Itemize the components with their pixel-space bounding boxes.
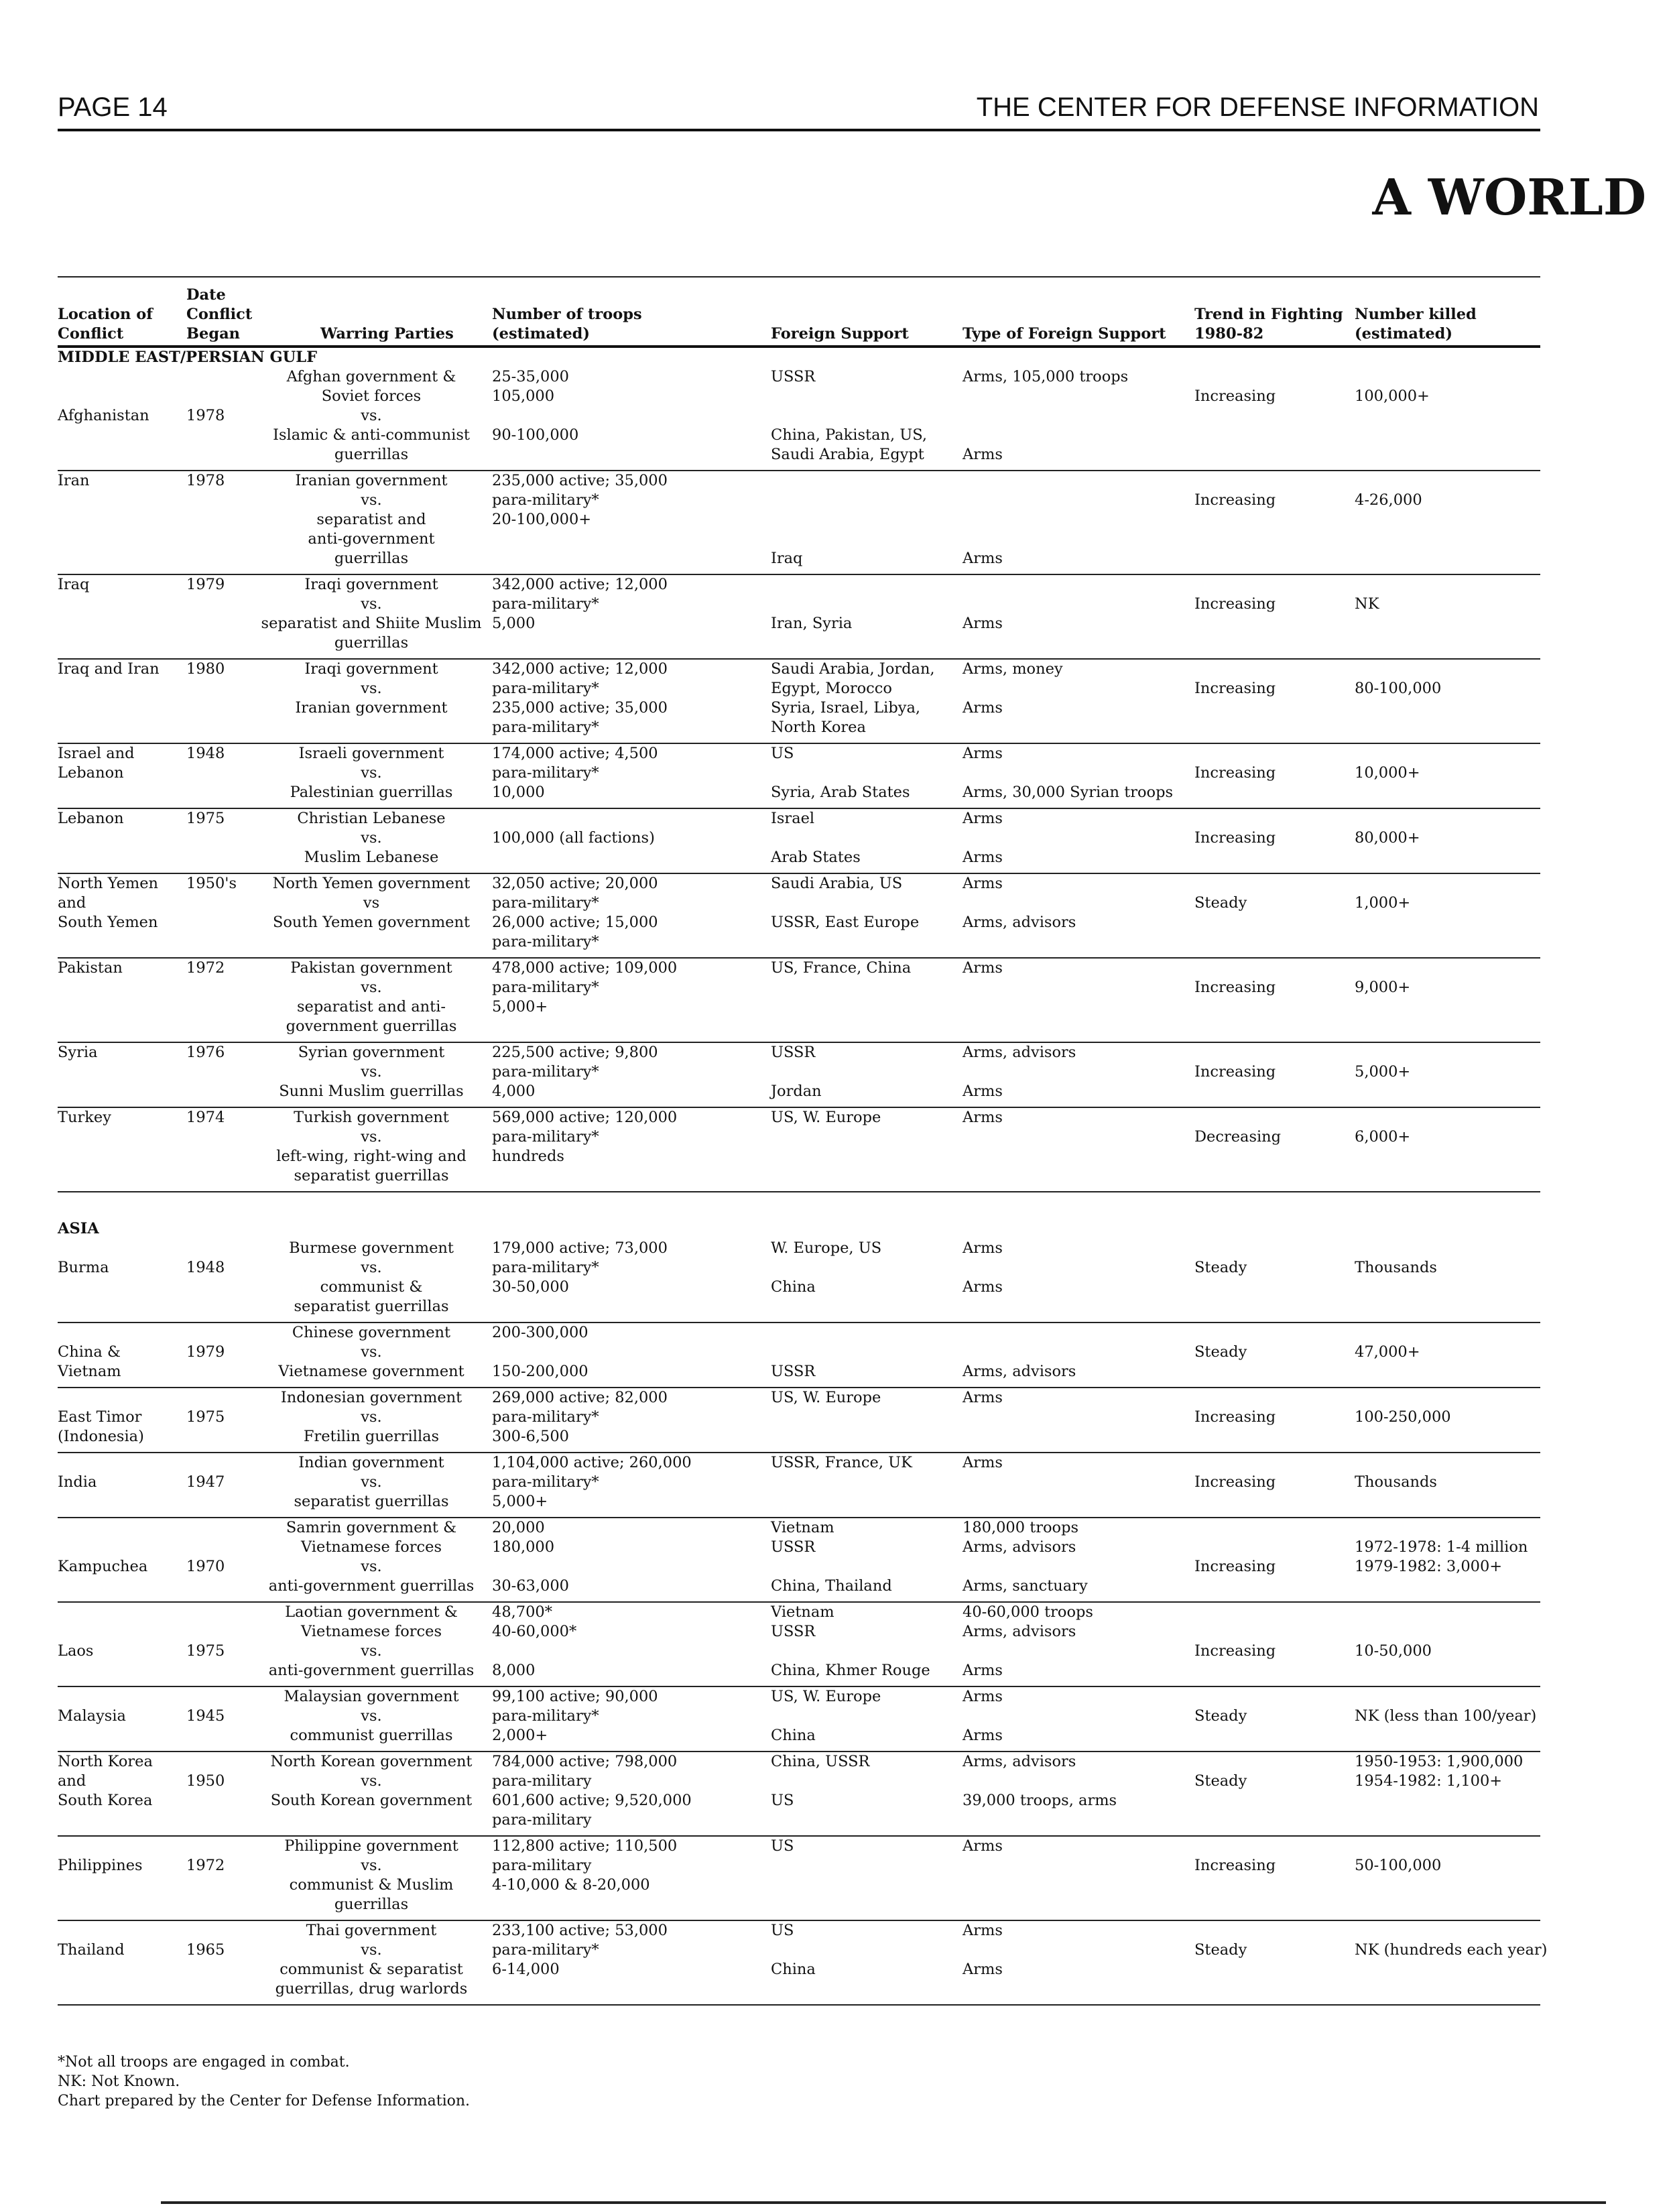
table-row (58, 809, 1540, 874)
troops-cell: 20,000 180,000 30-63,000 (492, 1519, 569, 1595)
date-cell: 1975 (186, 810, 225, 827)
location-cell: India (58, 1473, 97, 1491)
killed-cell: NK (hundreds each year) (1355, 1941, 1548, 1959)
parties-cell: Afghan government & Soviet forces vs. Islamic & anti-communist guerrillas (273, 368, 470, 463)
header-rule (58, 129, 1540, 131)
trend-cell: Steady (1194, 1343, 1247, 1361)
troops-cell: 784,000 active; 798,000 para-military 601,600 active; 9,520,000 para-military (492, 1753, 692, 1829)
footnote-nk: NK: Not Known. (58, 2073, 180, 2090)
foreign-support-cell: W. Europe, US China (771, 1239, 882, 1296)
table-row (58, 471, 1540, 575)
support-type-cell: Arms, advisors (963, 1363, 1076, 1380)
date-cell: 1972 (186, 1857, 225, 1874)
support-type-cell: Arms, 105,000 troops Arms (963, 368, 1129, 463)
foreign-support-cell: Saudi Arabia, US USSR, East Europe (771, 875, 920, 931)
footnote-asterisk: *Not all troops are engaged in combat. (58, 2054, 350, 2071)
table-row (58, 1518, 1540, 1603)
killed-cell: Thousands (1355, 1259, 1437, 1276)
table-header (58, 278, 1540, 348)
parties-cell: North Korean government vs. South Korean government (270, 1753, 473, 1809)
troops-cell: 99,100 active; 90,000 para-military* 2,000+ (492, 1688, 658, 1744)
date-cell: 1950's (186, 875, 237, 892)
killed-cell: 100-250,000 (1355, 1408, 1451, 1426)
foreign-support-cell: USSR (771, 1363, 816, 1380)
foreign-support-cell: Saudi Arabia, Jordan, Egypt, Morocco Syria, Israel, Libya, North Korea (771, 660, 935, 736)
troops-cell: 235,000 active; 35,000 para-military* 20-100,000+ (492, 472, 668, 528)
trend-cell: Increasing (1194, 680, 1276, 697)
col-parties: Warring Parties (320, 325, 454, 343)
support-type-cell: Arms (963, 1837, 1003, 1855)
killed-cell: NK (less than 100/year) (1355, 1707, 1537, 1725)
parties-cell: Burmese government vs. communist & separatist guerrillas (289, 1239, 454, 1315)
parties-cell: Indonesian government vs. Fretilin guerrillas (280, 1389, 462, 1445)
killed-cell: 9,000+ (1355, 979, 1411, 996)
troops-cell: 100,000 (all factions) (492, 829, 655, 847)
date-cell: 1975 (186, 1642, 225, 1660)
foreign-support-cell: US, W. Europe (771, 1389, 881, 1406)
table-row (58, 1687, 1540, 1752)
killed-cell: 10-50,000 (1355, 1642, 1432, 1660)
section-title: ASIA (58, 1220, 99, 1237)
support-type-cell: Arms (963, 1109, 1003, 1126)
parties-cell: Turkish government vs. left-wing, right-wing and separatist guerrillas (276, 1109, 467, 1184)
date-cell: 1979 (186, 1343, 225, 1361)
killed-cell: 10,000+ (1355, 764, 1420, 782)
table-row (58, 1388, 1540, 1453)
date-cell: 1978 (186, 472, 225, 489)
foreign-support-cell: China, USSR US (771, 1753, 870, 1809)
support-type-cell: Arms, advisors 39,000 troops, arms (963, 1753, 1117, 1809)
trend-cell: Decreasing (1194, 1128, 1282, 1146)
trend-cell: Increasing (1194, 1408, 1276, 1426)
foreign-support-cell: US (771, 1837, 794, 1855)
troops-cell: 225,500 active; 9,800 para-military* 4,000 (492, 1044, 658, 1100)
foreign-support-cell: US, W. Europe China (771, 1688, 881, 1744)
location-cell: North Korea and South Korea (58, 1753, 153, 1809)
table-row (58, 575, 1540, 660)
killed-cell: 100,000+ (1355, 387, 1430, 405)
location-cell: Afghanistan (58, 407, 149, 424)
section-title: MIDDLE EAST/PERSIAN GULF (58, 349, 318, 366)
table-top-rule (58, 276, 1540, 278)
col-location: Location of Conflict (58, 306, 153, 343)
killed-cell: 47,000+ (1355, 1343, 1420, 1361)
killed-cell: 4-26,000 (1355, 491, 1422, 509)
date-cell: 1975 (186, 1408, 225, 1426)
killed-cell: 80-100,000 (1355, 680, 1442, 697)
troops-cell: 478,000 active; 109,000 para-military* 5,000+ (492, 959, 678, 1016)
killed-cell: Thousands (1355, 1473, 1437, 1491)
trend-cell: Increasing (1194, 491, 1276, 509)
date-cell: 1972 (186, 959, 225, 977)
foreign-support-cell: Iraq (771, 550, 803, 567)
parties-cell: Chinese government vs. Vietnamese government (278, 1324, 464, 1380)
trend-cell: Increasing (1194, 387, 1276, 405)
foreign-support-cell: US, W. Europe (771, 1109, 881, 1126)
date-cell: 1974 (186, 1109, 225, 1126)
support-type-cell: Arms Arms (963, 1239, 1003, 1296)
table-row (58, 1323, 1540, 1388)
parties-cell: Iraqi government vs. separatist and Shiite Muslim guerrillas (261, 576, 482, 652)
foreign-support-cell: Vietnam USSR China, Khmer Rouge (771, 1603, 930, 1679)
troops-cell: 269,000 active; 82,000 para-military* 300-6,500 (492, 1389, 668, 1445)
troops-cell: 174,000 active; 4,500 para-military* 10,000 (492, 745, 658, 801)
date-cell: 1970 (186, 1558, 225, 1575)
date-cell: 1950 (186, 1772, 225, 1790)
parties-cell: Christian Lebanese vs. Muslim Lebanese (297, 810, 446, 866)
table-row (58, 1453, 1540, 1518)
table-row (58, 1752, 1540, 1837)
date-cell: 1976 (186, 1044, 225, 1061)
col-troops: Number of troops (estimated) (492, 306, 642, 343)
troops-cell: 32,050 active; 20,000 para-military* 26,000 active; 15,000 para-military* (492, 875, 658, 950)
troops-cell: 179,000 active; 73,000 para-military* 30-50,000 (492, 1239, 668, 1296)
location-cell: East Timor (Indonesia) (58, 1408, 144, 1445)
trend-cell: Steady (1194, 1941, 1247, 1959)
date-cell: 1945 (186, 1707, 225, 1725)
trend-cell: Increasing (1194, 829, 1276, 847)
troops-cell: 569,000 active; 120,000 para-military* hundreds (492, 1109, 678, 1165)
support-type-cell: Arms (963, 1454, 1003, 1471)
trend-cell: Increasing (1194, 1558, 1276, 1575)
troops-cell: 233,100 active; 53,000 para-military* 6-14,000 (492, 1922, 668, 1978)
col-support-type: Type of Foreign Support (963, 325, 1166, 343)
location-cell: Burma (58, 1259, 109, 1276)
footnote-credit: Chart prepared by the Center for Defense Information. (58, 2093, 471, 2109)
foreign-support-cell: USSR, France, UK (771, 1454, 912, 1471)
publication-name: THE CENTER FOR DEFENSE INFORMATION (976, 93, 1539, 122)
location-cell: Syria (58, 1044, 98, 1061)
trend-cell: Increasing (1194, 595, 1276, 613)
support-type-cell: Arms (963, 1389, 1003, 1406)
troops-cell: 112,800 active; 110,500 para-military 4-10,000 & 8-20,000 (492, 1837, 678, 1894)
killed-cell: NK (1355, 595, 1379, 613)
parties-cell: Samrin government & Vietnamese forces vs. anti-government guerrillas (268, 1519, 475, 1595)
date-cell: 1948 (186, 745, 225, 762)
table-body (58, 348, 1548, 2006)
parties-cell: Iraqi government vs. Iranian government (295, 660, 448, 717)
col-foreign-support: Foreign Support (771, 325, 909, 343)
location-cell: Laos (58, 1642, 94, 1660)
table-row (58, 1837, 1540, 1921)
troops-cell: 200-300,000 150-200,000 (492, 1324, 588, 1380)
support-type-cell: Arms, advisors Arms (963, 1044, 1076, 1100)
location-cell: Kampuchea (58, 1558, 148, 1575)
troops-cell: 1,104,000 active; 260,000 para-military* 5,000+ (492, 1454, 692, 1510)
troops-cell: 342,000 active; 12,000 para-military* 235,000 active; 35,000 para-military* (492, 660, 668, 736)
support-type-cell: Arms (963, 615, 1003, 632)
parties-cell: Indian government vs. separatist guerrillas (294, 1454, 449, 1510)
date-cell: 1965 (186, 1941, 225, 1959)
parties-cell: Iranian government vs. separatist and anti-government guerrillas (295, 472, 448, 567)
table-row (58, 959, 1540, 1043)
page-number: PAGE 14 (58, 93, 168, 122)
support-type-cell: Arms Arms, advisors (963, 875, 1076, 931)
location-cell: Iran (58, 472, 90, 489)
troops-cell: 48,700* 40-60,000* 8,000 (492, 1603, 577, 1679)
parties-cell: Malaysian government vs. communist guerrillas (284, 1688, 459, 1744)
support-type-cell: Arms, money Arms (963, 660, 1063, 717)
table-row (58, 367, 1540, 471)
killed-cell: 80,000+ (1355, 829, 1420, 847)
support-type-cell: Arms (963, 959, 1003, 977)
troops-cell: 342,000 active; 12,000 para-military* 5,000 (492, 576, 668, 632)
location-cell: Malaysia (58, 1707, 126, 1725)
foreign-support-cell: USSR Jordan (771, 1044, 822, 1100)
killed-cell: 5,000+ (1355, 1063, 1411, 1081)
parties-cell: North Yemen government vs South Yemen government (272, 875, 471, 931)
footnotes (58, 2052, 470, 2111)
support-type-cell: Arms Arms (963, 1688, 1003, 1744)
location-cell: Pakistan (58, 959, 123, 977)
support-type-cell: Arms Arms, 30,000 Syrian troops (963, 745, 1174, 801)
footer-rule (161, 2201, 1606, 2204)
trend-cell: Increasing (1194, 764, 1276, 782)
trend-cell: Increasing (1194, 1473, 1276, 1491)
trend-cell: Steady (1194, 1259, 1247, 1276)
table-row (58, 1043, 1540, 1108)
date-cell: 1979 (186, 576, 225, 593)
foreign-support-cell: Israel Arab States (771, 810, 861, 866)
location-cell: Israel and Lebanon (58, 745, 135, 782)
foreign-support-cell: USSR China, Pakistan, US, Saudi Arabia, Egypt (771, 368, 928, 463)
location-cell: China & Vietnam (58, 1343, 121, 1380)
killed-cell: 1950-1953: 1,900,000 1954-1982: 1,100+ (1355, 1753, 1524, 1790)
foreign-support-cell: US, France, China (771, 959, 912, 977)
trend-cell: Increasing (1194, 1857, 1276, 1874)
date-cell: 1948 (186, 1259, 225, 1276)
table-row (58, 1239, 1540, 1323)
trend-cell: Increasing (1194, 979, 1276, 996)
trend-cell: Steady (1194, 1707, 1247, 1725)
trend-cell: Increasing (1194, 1063, 1276, 1081)
location-cell: Thailand (58, 1941, 125, 1959)
table-row (58, 744, 1540, 809)
conflicts-table (58, 278, 1548, 2006)
support-type-cell: Arms Arms (963, 810, 1003, 866)
parties-cell: Thai government vs. communist & separatist guerrillas, drug warlords (275, 1922, 468, 1998)
killed-cell: 50-100,000 (1355, 1857, 1442, 1874)
parties-cell: Pakistan government vs. separatist and anti- government guerrillas (286, 959, 457, 1035)
killed-cell: 6,000+ (1355, 1128, 1411, 1146)
headline: A WORLD (1372, 169, 1646, 227)
support-type-cell: Arms Arms (963, 1922, 1003, 1978)
col-trend: Trend in Fighting 1980-82 (1194, 306, 1343, 343)
parties-cell: Syrian government vs. Sunni Muslim guerrillas (279, 1044, 464, 1100)
location-cell: Turkey (58, 1109, 111, 1126)
parties-cell: Philippine government vs. communist & Muslim guerrillas (284, 1837, 458, 1913)
killed-cell: 1972-1978: 1-4 million 1979-1982: 3,000+ (1355, 1538, 1528, 1575)
killed-cell: 1,000+ (1355, 894, 1411, 912)
location-cell: Iraq (58, 576, 90, 593)
foreign-support-cell: US China (771, 1922, 816, 1978)
parties-cell: Laotian government & Vietnamese forces vs. anti-government guerrillas (268, 1603, 475, 1679)
trend-cell: Steady (1194, 1772, 1247, 1790)
table-row (58, 660, 1540, 744)
date-cell: 1980 (186, 660, 225, 678)
location-cell: North Yemen and South Yemen (58, 875, 159, 931)
trend-cell: Steady (1194, 894, 1247, 912)
table-row (58, 1921, 1548, 2006)
location-cell: Iraq and Iran (58, 660, 160, 678)
table-row (58, 874, 1540, 959)
foreign-support-cell: Vietnam USSR China, Thailand (771, 1519, 892, 1595)
table-row (58, 1108, 1540, 1192)
location-cell: Lebanon (58, 810, 124, 827)
location-cell: Philippines (58, 1857, 143, 1874)
support-type-cell: 180,000 troops Arms, advisors Arms, sanctuary (963, 1519, 1088, 1595)
date-cell: 1978 (186, 407, 225, 424)
foreign-support-cell: Iran, Syria (771, 615, 853, 632)
col-killed: Number killed (estimated) (1355, 306, 1477, 343)
col-date: Date Conflict Began (186, 286, 253, 343)
support-type-cell: Arms (963, 550, 1003, 567)
date-cell: 1947 (186, 1473, 225, 1491)
foreign-support-cell: US Syria, Arab States (771, 745, 910, 801)
troops-cell: 25-35,000 105,000 90-100,000 (492, 368, 579, 444)
table-row (58, 1603, 1540, 1687)
trend-cell: Increasing (1194, 1642, 1276, 1660)
support-type-cell: 40-60,000 troops Arms, advisors Arms (963, 1603, 1093, 1679)
parties-cell: Israeli government vs. Palestinian guerrillas (290, 745, 453, 801)
